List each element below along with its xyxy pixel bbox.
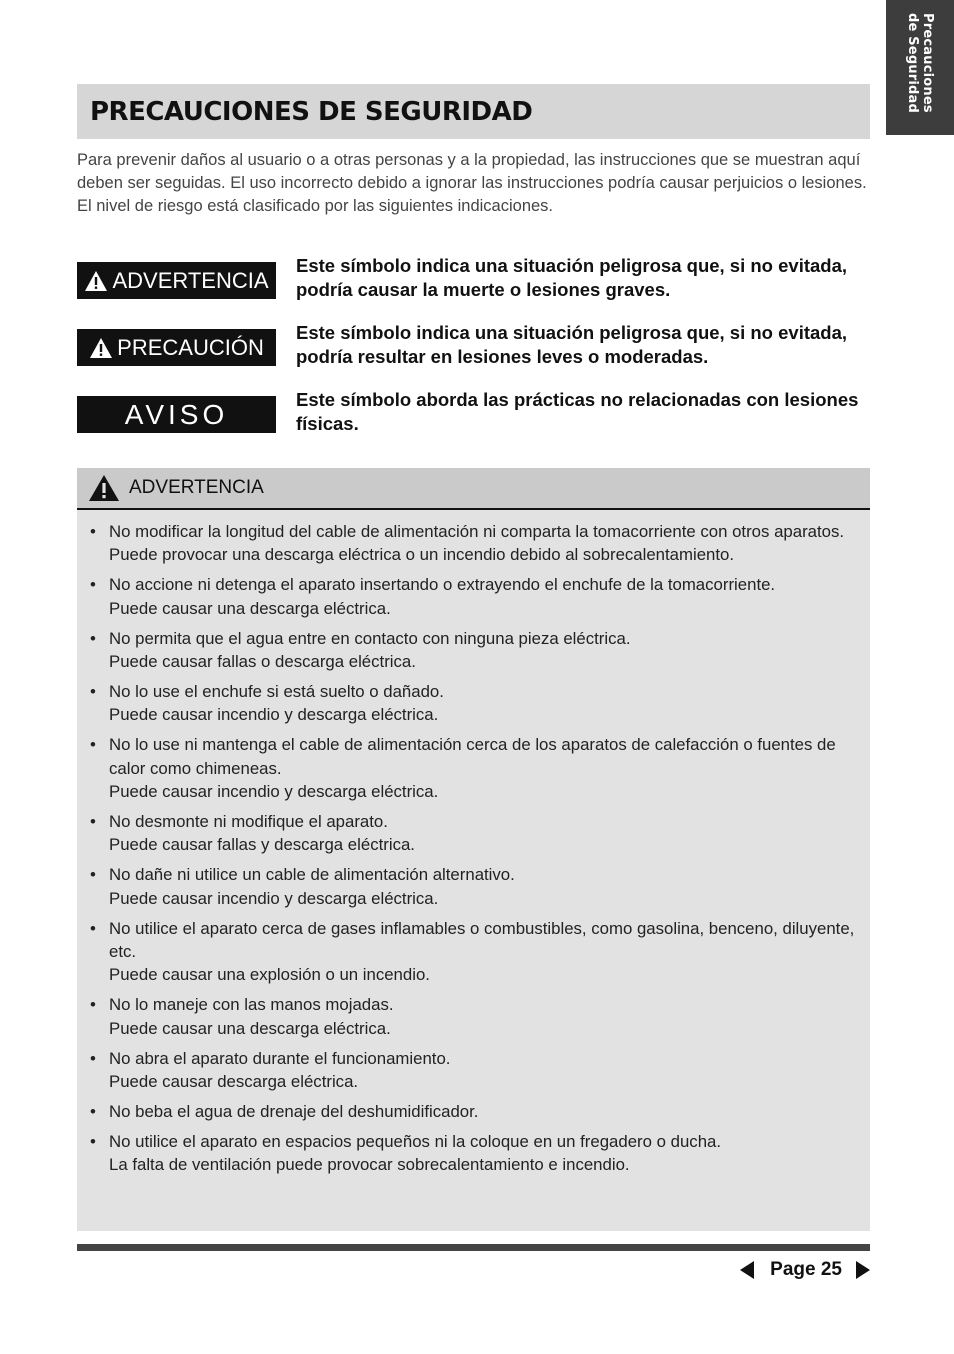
list-item: [90, 1047, 860, 1094]
page-title-bar: [77, 84, 870, 139]
warning-triangle-icon: [84, 270, 108, 292]
aviso-description: Este símbolo aborda las prácticas no relacionadas con lesiones físicas.: [296, 389, 859, 434]
precaucion-label-text: PRECAUCIÓN: [117, 334, 264, 360]
list-item: [90, 520, 860, 567]
list-item-consequence: Puede causar una explosión o un incendio.: [109, 965, 430, 985]
list-item-consequence: Puede causar descarga eléctrica.: [109, 1072, 359, 1092]
symbol-row-precaucion: [77, 321, 872, 371]
advertencia-label: [77, 262, 276, 299]
list-item-consequence: Puede causar una descarga eléctrica.: [109, 598, 391, 618]
side-tab-line-1: Precauciones: [920, 13, 935, 113]
warning-box-heading: ADVERTENCIA: [129, 477, 264, 498]
list-item-consequence: La falta de ventilación puede provocar sobrecalentamiento e incendio.: [109, 1155, 630, 1175]
list-item: [90, 680, 860, 727]
next-page-arrow-icon[interactable]: [856, 1261, 870, 1279]
list-item-consequence: Puede causar incendio y descarga eléctrica.: [109, 782, 439, 802]
list-item: [90, 573, 860, 620]
list-item: [90, 863, 860, 910]
warning-list: [77, 510, 870, 1177]
page-number: Page 25: [770, 1259, 842, 1280]
side-tab-line-2: de Seguridad: [905, 13, 920, 114]
list-item-consequence: Puede causar fallas o descarga eléctrica.: [109, 652, 416, 672]
list-item-instruction: • No modificar la longitud del cable de alimentación ni comparta la tomacorriente con otros aparatos.: [109, 522, 845, 541]
precaucion-description: Este símbolo indica una situación peligrosa que, si no evitada, podría resultar en lesiones leves o moderadas.: [296, 322, 848, 367]
warning-triangle-icon: [88, 474, 120, 502]
aviso-label-text: AVISO: [124, 398, 229, 430]
warning-box: [77, 468, 870, 1231]
list-item: [90, 1100, 860, 1123]
list-item-instruction: • No beba el agua de drenaje del deshumidificador.: [109, 1101, 479, 1121]
list-item: [90, 627, 860, 674]
symbol-row-aviso: [77, 388, 872, 438]
list-item: [90, 917, 860, 987]
list-item-instruction: • No lo use ni mantenga el cable de alimentación cerca de los aparatos de calefacción o fuentes de calor como chimeneas.: [109, 735, 836, 778]
list-item: [90, 733, 860, 803]
warning-box-header: [77, 468, 870, 510]
page-navigation: [740, 1258, 870, 1282]
precaucion-label: [77, 329, 276, 366]
list-item-consequence: Puede causar incendio y descarga eléctrica.: [109, 705, 439, 725]
list-item-instruction: • No lo maneje con las manos mojadas.: [109, 995, 394, 1015]
list-item-consequence: Puede causar fallas y descarga eléctrica.: [109, 835, 415, 855]
list-item-consequence: Puede provocar una descarga eléctrica o un incendio debido al sobrecalentamiento.: [109, 545, 735, 565]
bottom-divider: [77, 1244, 870, 1251]
list-item-instruction: • No utilice el aparato en espacios pequeños ni la coloque en un fregadero o ducha.: [109, 1131, 722, 1151]
list-item-instruction: • No utilice el aparato cerca de gases inflamables o combustibles, como gasolina, benceno, diluyente, etc.: [109, 918, 855, 961]
page-title: PRECAUCIONES DE SEGURIDAD: [90, 96, 533, 127]
advertencia-description: Este símbolo indica una situación peligrosa que, si no evitada, podría causar la muerte o lesiones graves.: [296, 255, 848, 300]
list-item-consequence: Puede causar incendio y descarga eléctrica.: [109, 888, 439, 908]
list-item: [90, 993, 860, 1040]
list-item-instruction: • No lo use el enchufe si está suelto o dañado.: [109, 681, 444, 701]
side-tab-label: [905, 13, 935, 113]
list-item: [90, 1130, 860, 1177]
list-item-instruction: • No dañe ni utilice un cable de alimentación alternativo.: [109, 865, 515, 885]
section-side-tab: [886, 0, 954, 135]
previous-page-arrow-icon[interactable]: [740, 1261, 754, 1279]
warning-triangle-icon: [89, 337, 113, 359]
list-item-instruction: • No desmonte ni modifique el aparato.: [109, 811, 388, 831]
list-item-instruction: • No abra el aparato durante el funcionamiento.: [109, 1048, 451, 1068]
list-item-instruction: • No accione ni detenga el aparato insertando o extrayendo el enchufe de la tomacorriente.: [109, 575, 776, 595]
advertencia-label-text: ADVERTENCIA: [112, 267, 269, 293]
symbol-row-advertencia: [77, 254, 872, 304]
intro-paragraph: Para prevenir daños al usuario o a otras personas y a la propiedad, las instrucciones que se muestran aquí deben ser seguidas. El uso incorrecto debido a ignorar las instrucciones podría causar perjuicios o lesiones. El nivel de riesgo está clasificado por las siguientes indicaciones.: [77, 151, 867, 216]
list-item-instruction: • No permita que el agua entre en contacto con ninguna pieza eléctrica.: [109, 628, 631, 648]
list-item: [90, 810, 860, 857]
list-item-consequence: Puede causar una descarga eléctrica.: [109, 1018, 391, 1038]
aviso-label: [77, 396, 276, 433]
